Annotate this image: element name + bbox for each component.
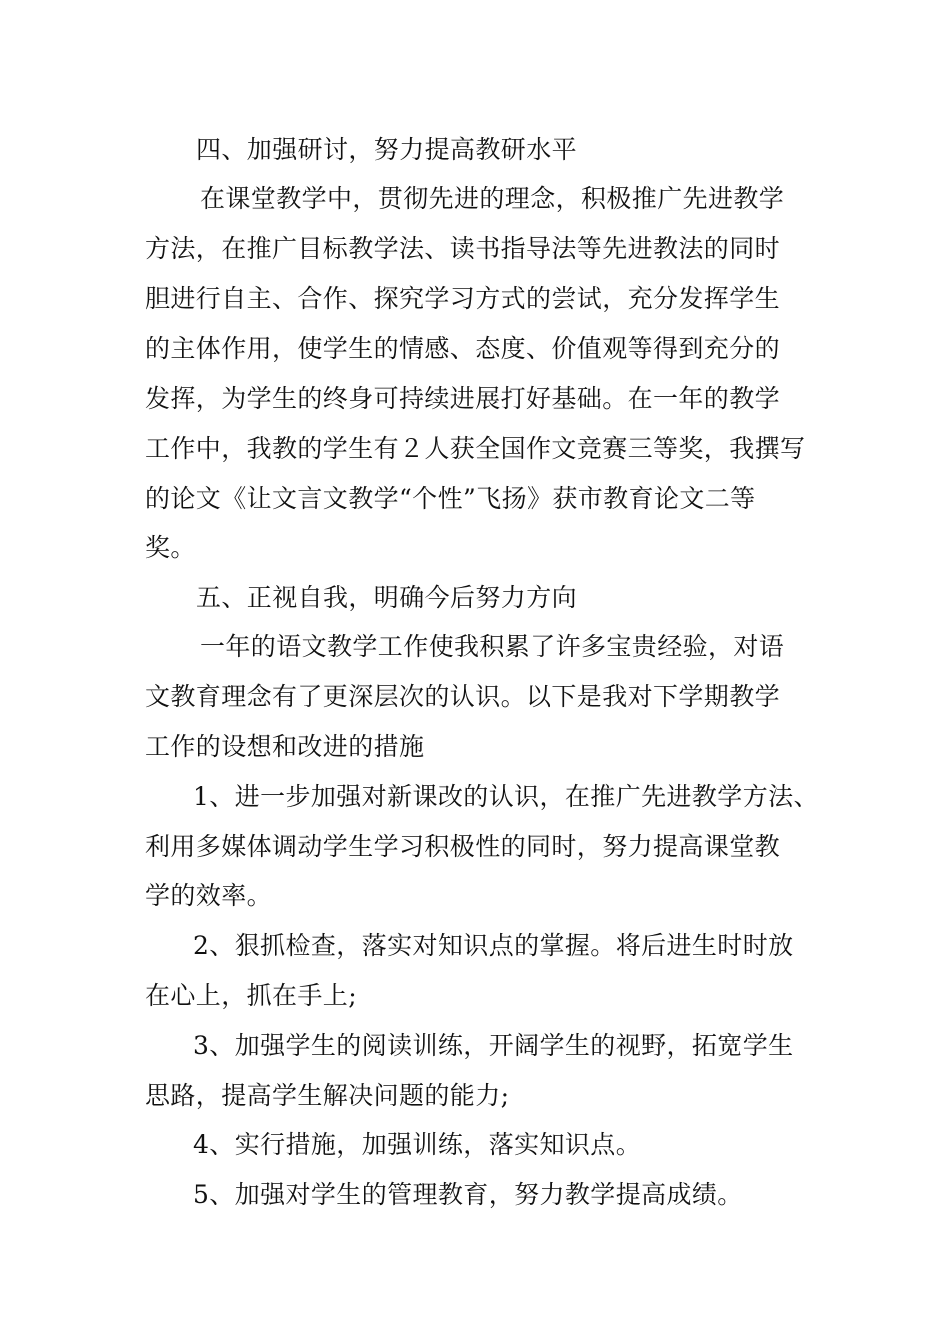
section-heading: 四、加强研讨，努力提高教研水平 bbox=[196, 135, 578, 164]
list-item-line: 利用多媒体调动学生学习积极性的同时，努力提高课堂教 bbox=[145, 832, 781, 861]
paragraph-line: 在课堂教学中，贯彻先进的理念，积极推广先进教学 bbox=[200, 184, 785, 213]
paragraph-line: 的主体作用，使学生的情感、态度、价值观等得到充分的 bbox=[145, 334, 781, 363]
list-item-line: 5、加强对学生的管理教育，努力教学提高成绩。 bbox=[193, 1180, 743, 1209]
list-item-line: 思路，提高学生解决问题的能力; bbox=[145, 1081, 510, 1110]
paragraph-line: 文教育理念有了更深层次的认识。以下是我对下学期教学 bbox=[145, 682, 781, 711]
list-item-line: 学的效率。 bbox=[145, 881, 273, 910]
list-item-line: 2、狠抓检查，落实对知识点的掌握。将后进生时时放 bbox=[193, 931, 794, 960]
list-item-line: 3、加强学生的阅读训练，开阔学生的视野，拓宽学生 bbox=[193, 1031, 794, 1060]
paragraph-line: 的论文《让文言文教学“个性”飞扬》获市教育论文二等 bbox=[145, 484, 756, 513]
paragraph-line: 胆进行自主、合作、探究学习方式的尝试，充分发挥学生 bbox=[145, 284, 781, 313]
list-item-line: 在心上，抓在手上; bbox=[145, 981, 358, 1010]
paragraph-line: 工作的设想和改进的措施 bbox=[145, 732, 425, 761]
list-item-line: 1、进一步加强对新课改的认识，在推广先进教学方法、 bbox=[193, 782, 819, 811]
paragraph-line: 方法，在推广目标教学法、读书指导法等先进教法的同时 bbox=[145, 234, 781, 263]
paragraph-line: 工作中，我教的学生有２人获全国作文竞赛三等奖，我撰写 bbox=[145, 434, 806, 463]
paragraph-line: 奖。 bbox=[145, 533, 196, 562]
paragraph-line: 一年的语文教学工作使我积累了许多宝贵经验，对语 bbox=[200, 632, 785, 661]
list-item-line: 4、实行措施，加强训练，落实知识点。 bbox=[193, 1130, 642, 1159]
section-heading: 五、正视自我，明确今后努力方向 bbox=[196, 583, 578, 612]
paragraph-line: 发挥，为学生的终身可持续进展打好基础。在一年的教学 bbox=[145, 384, 781, 413]
